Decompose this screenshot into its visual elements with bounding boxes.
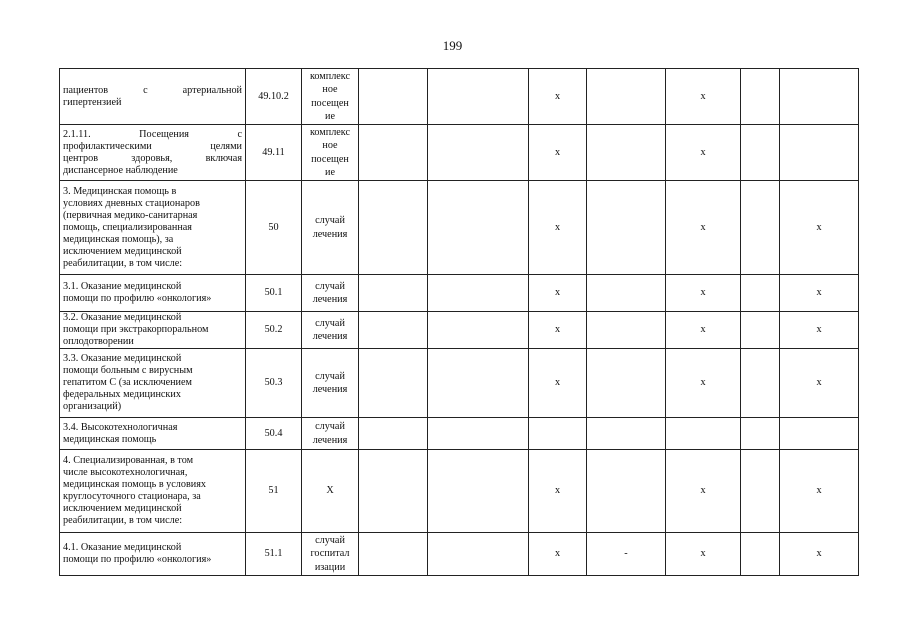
unit-line: лечения	[312, 384, 348, 395]
value-cell-c3	[359, 312, 428, 349]
value-cell-c4	[428, 125, 529, 181]
value-cell-c8	[741, 181, 780, 275]
table-row	[60, 533, 859, 576]
row-unit-cell	[302, 275, 359, 312]
row-name-line: помощи при экстракорпоральном	[63, 324, 209, 335]
value-cell-c3	[359, 181, 428, 275]
value-cell-c6	[587, 450, 666, 533]
value-cell-c5: х	[529, 181, 587, 275]
value-cell-c7: х	[666, 312, 741, 349]
value-cell-c9	[780, 418, 859, 450]
unit-line: ное	[322, 84, 338, 95]
row-unit-cell	[302, 69, 359, 125]
row-name-line: помощи по профилю «онкология»	[63, 554, 212, 565]
row-name-line: гипертензией	[63, 96, 122, 108]
row-name-line: помощь, специализированная	[63, 221, 192, 233]
value-cell-c4	[428, 533, 529, 576]
row-name-line: гепатитом С (за исключением	[63, 377, 192, 388]
value-cell-c9: х	[780, 349, 859, 418]
medical-care-volume-table	[59, 68, 859, 576]
table-row	[60, 450, 859, 533]
value-cell-c8	[741, 450, 780, 533]
value-cell-c7: х	[666, 450, 741, 533]
unit-line: комплекс	[309, 70, 351, 82]
row-name-line: помощи больным с вирусным	[63, 365, 193, 376]
row-name-line: центров здоровья, включая	[63, 152, 242, 164]
unit-line: Х	[326, 485, 334, 497]
value-cell-c5: х	[529, 349, 587, 418]
row-unit-cell	[302, 312, 359, 349]
value-cell-c9: х	[780, 312, 859, 349]
row-name-line: медицинская помощь в условиях	[63, 479, 207, 490]
value-cell-c5	[529, 418, 587, 450]
table-row	[60, 125, 859, 181]
value-cell-c9: х	[780, 533, 859, 576]
row-code-cell: 50.4	[246, 418, 302, 450]
value-cell-c7	[666, 418, 741, 450]
value-cell-c9: х	[780, 450, 859, 533]
unit-line: случай	[315, 280, 345, 292]
row-unit-cell	[302, 125, 359, 181]
value-cell-c7: х	[666, 125, 741, 181]
value-cell-c6	[587, 181, 666, 275]
value-cell-c4	[428, 418, 529, 450]
row-name-line: 3.2. Оказание медицинской	[63, 312, 182, 323]
value-cell-c8	[741, 533, 780, 576]
row-name-cell	[60, 312, 246, 349]
value-cell-c5: х	[529, 275, 587, 312]
table-row	[60, 69, 859, 125]
page-number: 199	[442, 38, 463, 53]
value-cell-c6	[587, 275, 666, 312]
row-name-line: диспансерное наблюдение	[63, 164, 178, 176]
row-name-line: 4.1. Оказание медицинской	[63, 542, 182, 553]
row-name-line: круглосуточного стационара, за	[63, 491, 201, 502]
row-code-cell: 50.3	[246, 349, 302, 418]
row-name-line: 3. Медицинская помощь в	[63, 185, 177, 197]
value-cell-c7: х	[666, 275, 741, 312]
value-cell-c5: х	[529, 533, 587, 576]
value-cell-c5: х	[529, 312, 587, 349]
row-name-cell	[60, 450, 246, 533]
value-cell-c9: х	[780, 275, 859, 312]
unit-line: госпитал	[310, 548, 350, 560]
value-cell-c9: х	[780, 181, 859, 275]
unit-line: ие	[325, 167, 335, 178]
value-cell-c7: х	[666, 181, 741, 275]
value-cell-c4	[428, 275, 529, 312]
unit-line: комплекс	[309, 126, 351, 138]
unit-line: лечения	[312, 228, 348, 240]
value-cell-c6	[587, 69, 666, 125]
value-cell-c4	[428, 349, 529, 418]
unit-line: посещен	[311, 153, 349, 165]
row-name-line: 3.1. Оказание медицинской	[63, 281, 182, 292]
value-cell-c3	[359, 349, 428, 418]
table-row	[60, 312, 859, 349]
unit-line: случай	[315, 421, 345, 432]
row-name-cell	[60, 125, 246, 181]
value-cell-c6	[587, 349, 666, 418]
row-unit-cell	[302, 349, 359, 418]
row-name-line: медицинская помощь	[63, 433, 157, 445]
unit-line: лечения	[312, 294, 348, 305]
value-cell-c6	[587, 312, 666, 349]
value-cell-c4	[428, 181, 529, 275]
row-name-line: исключением медицинской	[63, 245, 182, 257]
value-cell-c6	[587, 125, 666, 181]
row-name-cell	[60, 533, 246, 576]
unit-line: посещен	[311, 97, 349, 109]
row-code-cell: 50	[246, 181, 302, 275]
table-row	[60, 275, 859, 312]
row-name-line: 2.1.11. Посещения с	[63, 128, 242, 140]
row-code-cell: 50.1	[246, 275, 302, 312]
row-name-line: реабилитации, в том числе:	[63, 515, 183, 526]
unit-line: лечения	[312, 331, 348, 342]
value-cell-c3	[359, 125, 428, 181]
value-cell-c7: х	[666, 349, 741, 418]
row-name-line: пациентов с артериальной	[63, 84, 242, 96]
row-code-cell: 49.10.2	[246, 69, 302, 125]
row-name-line: оплодотворении	[63, 336, 134, 347]
row-name-line: медицинская помощь), за	[63, 233, 174, 245]
unit-line: случай	[315, 215, 345, 226]
value-cell-c3	[359, 450, 428, 533]
value-cell-c9	[780, 125, 859, 181]
row-name-cell	[60, 349, 246, 418]
value-cell-c8	[741, 349, 780, 418]
row-name-line: (первичная медико-санитарная	[63, 209, 198, 221]
row-name-line: числе высокотехнологичная,	[63, 467, 188, 478]
row-code-cell: 50.2	[246, 312, 302, 349]
unit-line: ие	[325, 111, 335, 122]
value-cell-c3	[359, 418, 428, 450]
row-name-line: 4. Специализированная, в том	[63, 455, 194, 466]
value-cell-c8	[741, 418, 780, 450]
row-name-line: 3.3. Оказание медицинской	[63, 353, 182, 364]
value-cell-c5: х	[529, 450, 587, 533]
row-unit-cell	[302, 450, 359, 533]
row-name-line: 3.4. Высокотехнологичная	[63, 421, 178, 433]
value-cell-c3	[359, 533, 428, 576]
row-code-cell: 51.1	[246, 533, 302, 576]
value-cell-c8	[741, 69, 780, 125]
value-cell-c7: х	[666, 69, 741, 125]
row-name-cell	[60, 181, 246, 275]
row-code-cell: 51	[246, 450, 302, 533]
value-cell-c4	[428, 312, 529, 349]
row-name-cell	[60, 69, 246, 125]
row-unit-cell	[302, 533, 359, 576]
value-cell-c5: х	[529, 125, 587, 181]
unit-line: ное	[322, 140, 338, 151]
row-code-cell: 49.11	[246, 125, 302, 181]
row-name-line: профилактическими целями	[63, 140, 242, 152]
row-name-line: организаций)	[63, 401, 122, 412]
value-cell-c6	[587, 418, 666, 450]
value-cell-c4	[428, 69, 529, 125]
unit-line: случай	[315, 317, 345, 329]
row-name-line: исключением медицинской	[63, 503, 182, 514]
value-cell-c5: х	[529, 69, 587, 125]
value-cell-c3	[359, 69, 428, 125]
row-name-line: помощи по профилю «онкология»	[63, 293, 212, 304]
unit-line: лечения	[312, 434, 348, 446]
table-row	[60, 181, 859, 275]
row-name-line: реабилитации, в том числе:	[63, 257, 183, 269]
row-unit-cell	[302, 418, 359, 450]
row-name-line: федеральных медицинских	[63, 389, 181, 400]
row-unit-cell	[302, 181, 359, 275]
row-name-cell	[60, 275, 246, 312]
value-cell-c9	[780, 69, 859, 125]
unit-line: случай	[315, 534, 345, 546]
value-cell-c7: х	[666, 533, 741, 576]
value-cell-c4	[428, 450, 529, 533]
row-name-line: условиях дневных стационаров	[63, 197, 200, 209]
table-row	[60, 418, 859, 450]
value-cell-c8	[741, 275, 780, 312]
value-cell-c8	[741, 125, 780, 181]
value-cell-c6: -	[587, 533, 666, 576]
value-cell-c3	[359, 275, 428, 312]
table-row	[60, 349, 859, 418]
row-name-cell	[60, 418, 246, 450]
unit-line: случай	[315, 370, 345, 382]
unit-line: изации	[314, 561, 346, 573]
value-cell-c8	[741, 312, 780, 349]
